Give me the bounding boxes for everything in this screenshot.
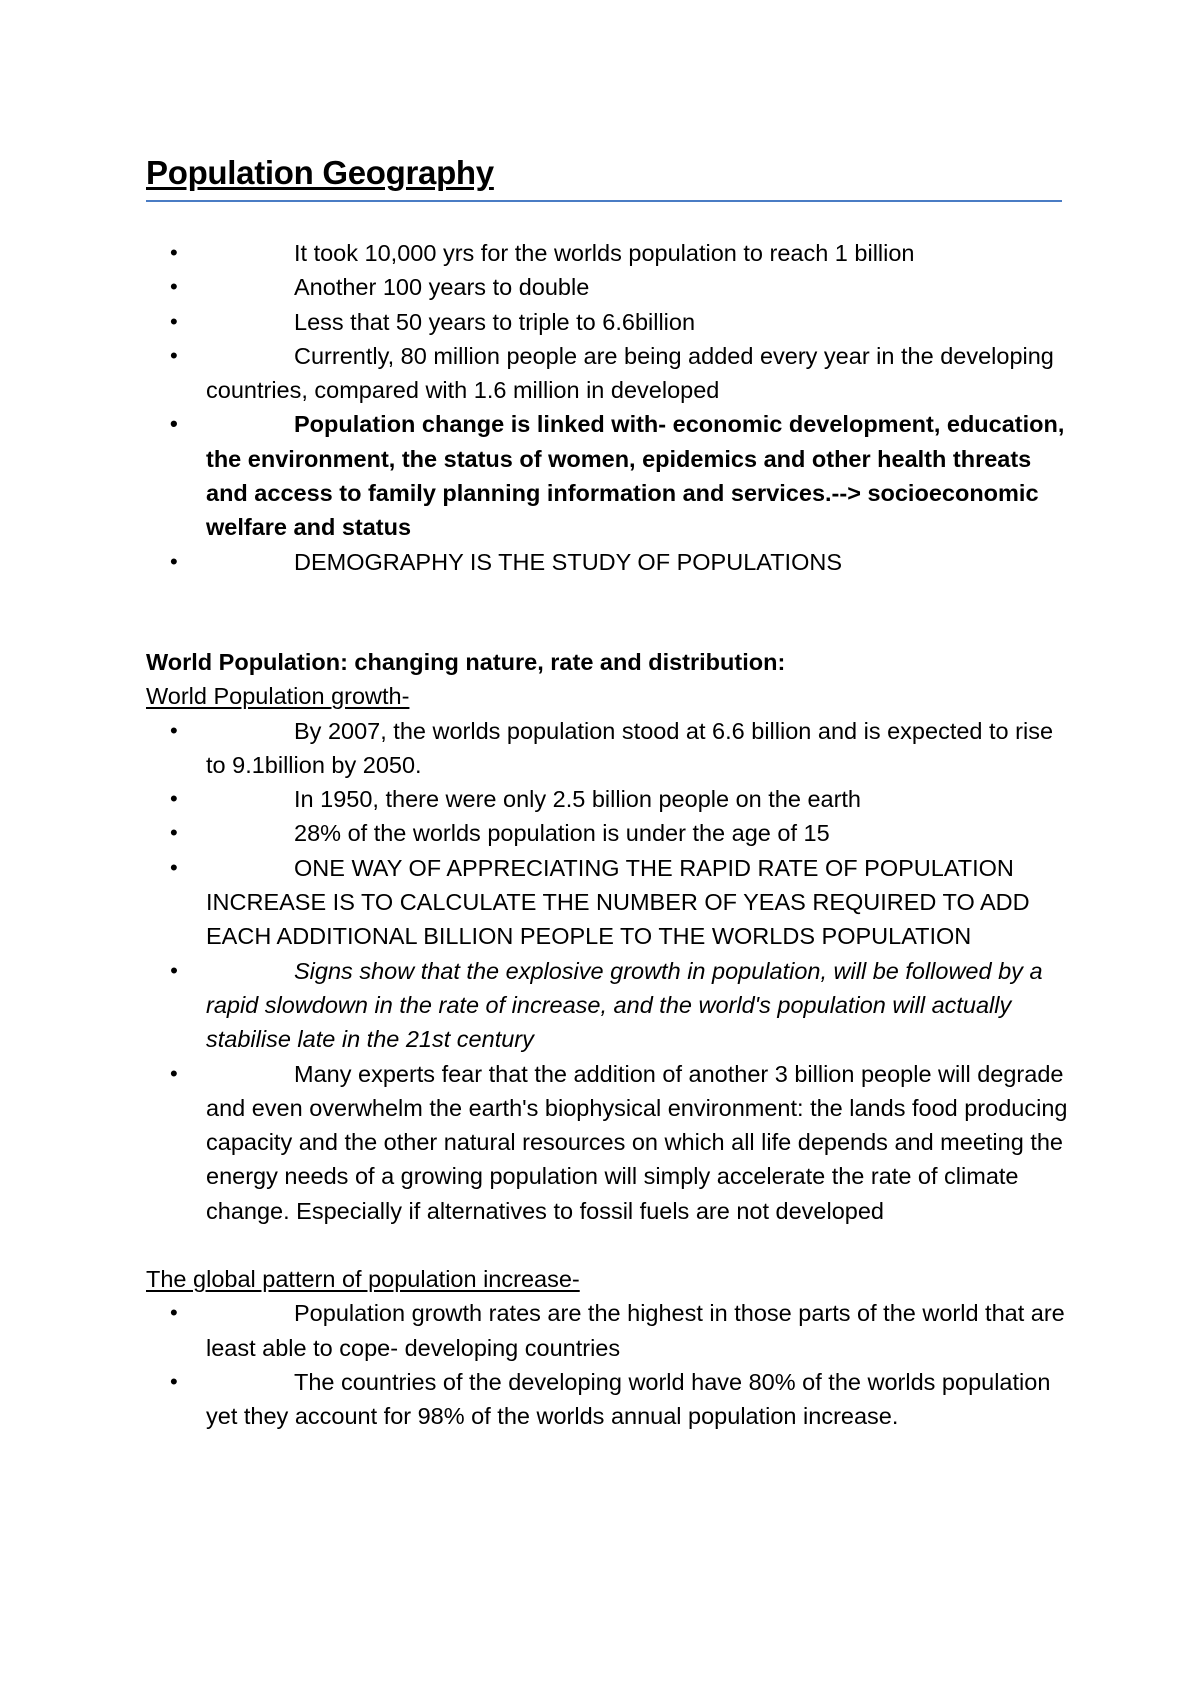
list-item-text: Less that 50 years to triple to 6.6billion bbox=[294, 308, 696, 335]
bullet-icon: • bbox=[170, 820, 178, 846]
list-item-text: In 1950, there were only 2.5 billion people on the earth bbox=[294, 786, 862, 813]
subheading-population-growth: World Population growth- bbox=[146, 683, 410, 710]
list-item-text: 28% of the worlds population is under the age of 15 bbox=[294, 820, 830, 847]
title-rule bbox=[146, 200, 1062, 202]
list-item-text: Another 100 years to double bbox=[294, 274, 590, 301]
bullet-icon: • bbox=[170, 1300, 178, 1326]
list-item bbox=[146, 954, 1076, 1057]
list-item-text: Population change is linked with- economic development, education, the environment, the status of women, epidemics and other health threats and access to family planning information and services.--> socioeconomic welfare and status bbox=[206, 411, 1065, 541]
list-item-text: It took 10,000 yrs for the worlds population to reach 1 billion bbox=[294, 240, 915, 266]
subheading-global-pattern: The global pattern of population increase- bbox=[146, 1266, 580, 1293]
title-block bbox=[146, 150, 1062, 202]
bullet-icon: • bbox=[170, 240, 178, 265]
intro-bullet-list bbox=[146, 236, 1076, 579]
bullet-icon: • bbox=[170, 411, 178, 437]
bullet-icon: • bbox=[170, 548, 178, 574]
bullet-icon: • bbox=[170, 274, 178, 300]
list-item-text: ONE WAY OF APPRECIATING THE RAPID RATE OF POPULATION INCREASE IS TO CALCULATE THE NUMBER OF YEAS REQUIRED TO ADD EACH ADDITIONAL BILLION PEOPLE TO THE WORLDS POPULATION bbox=[206, 854, 1030, 950]
list-item bbox=[146, 407, 1076, 544]
bullet-icon: • bbox=[170, 786, 178, 812]
list-item-text: By 2007, the worlds population stood at 6.6 billion and is expected to rise to 9.1billion by 2050. bbox=[206, 717, 1054, 778]
list-item bbox=[146, 545, 1076, 579]
list-item bbox=[146, 816, 1076, 850]
bullet-icon: • bbox=[170, 854, 178, 880]
list-item bbox=[146, 1296, 1076, 1365]
list-item bbox=[146, 305, 1076, 339]
list-item bbox=[146, 851, 1076, 954]
list-item bbox=[146, 782, 1076, 816]
section-heading-world-population: World Population: changing nature, rate and distribution: bbox=[146, 648, 786, 675]
list-item bbox=[146, 339, 1076, 408]
list-item-text: DEMOGRAPHY IS THE STUDY OF POPULATIONS bbox=[294, 548, 843, 575]
list-item-text: Many experts fear that the addition of another 3 billion people will degrade and even overwhelm the earth's biophysical environment: the lands food producing capacity and the other natural resources on which all life depends and meeting the energy needs of a growing population will simply accelerate the rate of climate change. Especially if alternatives to fossil fuels are not developed bbox=[206, 1060, 1068, 1224]
bullet-icon: • bbox=[170, 957, 178, 983]
spacer bbox=[146, 579, 1076, 645]
page-title: Population Geography bbox=[146, 154, 494, 191]
list-item bbox=[146, 1365, 1076, 1434]
list-item-text: Signs show that the explosive growth in population, will be followed by a rapid slowdown in the rate of increase, and the world's population will actually stabilise late in the 21st century bbox=[206, 957, 1043, 1053]
list-item bbox=[146, 270, 1076, 304]
list-item bbox=[146, 714, 1076, 783]
list-item bbox=[146, 236, 1076, 270]
document-body bbox=[146, 236, 1076, 1434]
bullet-icon: • bbox=[170, 1060, 178, 1086]
list-item-text: Population growth rates are the highest in those parts of the world that are least able to cope- developing countries bbox=[206, 1300, 1065, 1361]
list-item bbox=[146, 1057, 1076, 1228]
bullet-icon: • bbox=[170, 308, 178, 334]
growth-bullet-list bbox=[146, 714, 1076, 1228]
spacer bbox=[146, 1228, 1076, 1262]
list-item-text: The countries of the developing world have 80% of the worlds population yet they account for 98% of the worlds annual population increase. bbox=[206, 1368, 1051, 1430]
bullet-icon: • bbox=[170, 1368, 178, 1394]
bullet-icon: • bbox=[170, 342, 178, 368]
bullet-icon: • bbox=[170, 717, 178, 743]
global-pattern-bullet-list bbox=[146, 1296, 1076, 1433]
list-item-text: Currently, 80 million people are being added every year in the developing countries, compared with 1.6 million in developed bbox=[206, 342, 1054, 404]
